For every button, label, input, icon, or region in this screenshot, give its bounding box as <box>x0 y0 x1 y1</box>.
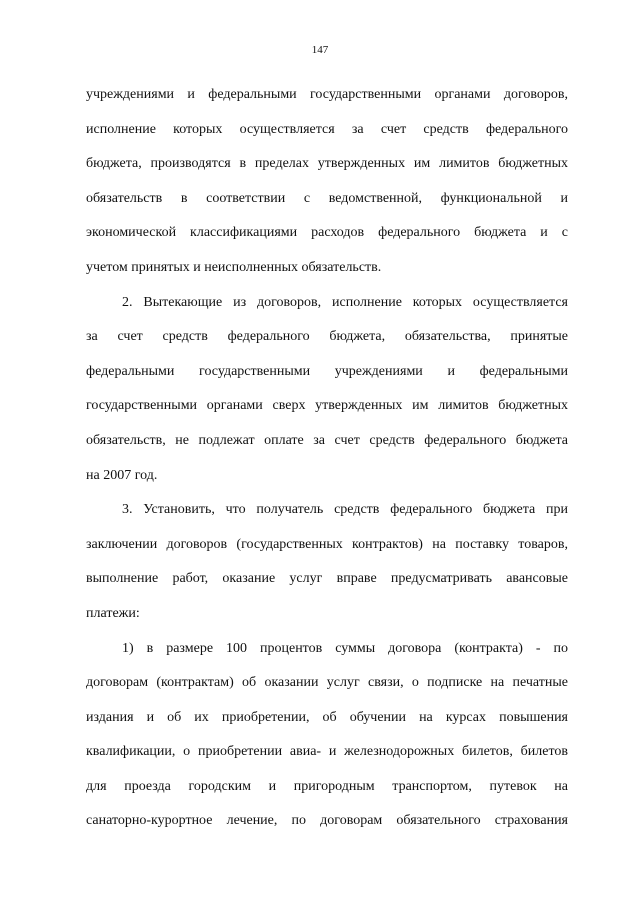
text-line: экономической классификациями расходов федерального бюджета и с <box>86 225 568 241</box>
text-line: государственными органами сверх утвержденных им лимитов бюджетных <box>86 398 568 414</box>
text-line: издания и об их приобретении, об обучении на курсах повышения <box>86 709 568 725</box>
text-line: исполнение которых осуществляется за счет средств федерального <box>86 121 568 137</box>
text-line: 3. Установить, что получатель средств федерального бюджета при <box>122 502 568 518</box>
text-line: обязательств в соответствии с ведомственной, функциональной и <box>86 190 568 206</box>
text-line: за счет средств федерального бюджета, обязательства, принятые <box>86 329 568 345</box>
text-line: на 2007 год. <box>86 467 158 483</box>
text-line: квалификации, о приобретении авиа- и железнодорожных билетов, билетов <box>86 744 568 760</box>
text-line: учреждениями и федеральными государственными органами договоров, <box>86 87 568 102</box>
text-line: учетом принятых и неисполненных обязательств. <box>86 259 382 275</box>
text-line: для проезда городским и пригородным транспортом, путевок на <box>86 778 568 794</box>
text-line: 2. Вытекающие из договоров, исполнение которых осуществляется <box>122 294 568 310</box>
text-line: обязательств, не подлежат оплате за счет средств федерального бюджета <box>86 432 568 448</box>
text-line: санаторно-курортное лечение, по договорам обязательного страхования <box>86 813 568 829</box>
text-line: федеральными государственными учреждениями и федеральными <box>86 363 568 379</box>
text-line: выполнение работ, оказание услуг вправе предусматривать авансовые <box>86 571 568 587</box>
page-number: 147 <box>311 44 329 56</box>
text-line: платежи: <box>86 605 140 621</box>
text-line: договорам (контрактам) об оказании услуг связи, о подписке на печатные <box>86 675 568 691</box>
document-body <box>86 78 568 839</box>
text-line: заключении договоров (государственных контрактов) на поставку товаров, <box>86 536 568 552</box>
text-line: 1) в размере 100 процентов суммы договора (контракта) - по <box>122 640 568 656</box>
text-line: бюджета, производятся в пределах утвержденных им лимитов бюджетных <box>86 156 568 172</box>
